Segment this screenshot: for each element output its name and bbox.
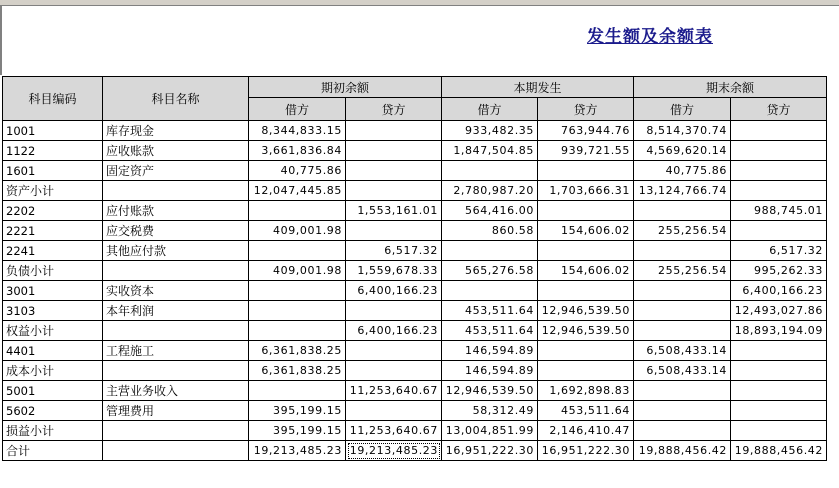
period-debit-cell[interactable] <box>442 281 538 301</box>
opening-credit-cell[interactable] <box>346 361 442 381</box>
closing-debit-cell[interactable] <box>634 241 731 261</box>
account-code-cell[interactable]: 2202 <box>3 201 103 221</box>
closing-debit-cell[interactable]: 13,124,766.74 <box>634 181 731 201</box>
subtotal-label[interactable]: 负债小计 <box>3 261 103 281</box>
period-credit-cell[interactable]: 453,511.64 <box>538 401 634 421</box>
table-row[interactable] <box>3 281 827 301</box>
closing-credit-cell[interactable] <box>731 161 827 181</box>
period-debit-cell[interactable]: 1,847,504.85 <box>442 141 538 161</box>
opening-debit-cell[interactable]: 395,199.15 <box>249 421 346 441</box>
opening-credit-cell[interactable]: 6,400,166.23 <box>346 321 442 341</box>
closing-debit-cell[interactable] <box>634 381 731 401</box>
header-period-activity[interactable]: 本期发生 <box>442 77 634 98</box>
account-code-cell[interactable]: 3001 <box>3 281 103 301</box>
table-row[interactable] <box>3 301 827 321</box>
account-name-cell[interactable] <box>103 321 249 341</box>
account-code-cell[interactable]: 5001 <box>3 381 103 401</box>
header-account-code[interactable]: 科目编码 <box>3 77 103 121</box>
opening-debit-cell[interactable] <box>249 381 346 401</box>
opening-debit-cell[interactable]: 12,047,445.85 <box>249 181 346 201</box>
account-name-cell[interactable]: 工程施工 <box>103 341 249 361</box>
closing-credit-cell[interactable]: 18,893,194.09 <box>731 321 827 341</box>
account-name-cell[interactable] <box>103 421 249 441</box>
table-row[interactable] <box>3 221 827 241</box>
account-name-cell[interactable]: 其他应付款 <box>103 241 249 261</box>
account-name-cell[interactable]: 本年利润 <box>103 301 249 321</box>
closing-credit-cell[interactable]: 6,517.32 <box>731 241 827 261</box>
opening-credit-cell[interactable]: 19,213,485.23 <box>346 441 442 461</box>
period-credit-cell[interactable]: 16,951,222.30 <box>538 441 634 461</box>
period-debit-cell[interactable]: 860.58 <box>442 221 538 241</box>
account-name-cell[interactable]: 实收资本 <box>103 281 249 301</box>
period-debit-cell[interactable]: 564,416.00 <box>442 201 538 221</box>
table-row[interactable] <box>3 361 827 381</box>
header-opening-balance[interactable]: 期初余额 <box>249 77 442 98</box>
opening-debit-cell[interactable] <box>249 321 346 341</box>
opening-debit-cell[interactable]: 8,344,833.15 <box>249 121 346 141</box>
header-account-name[interactable]: 科目名称 <box>103 77 249 121</box>
account-code-cell[interactable]: 1122 <box>3 141 103 161</box>
opening-debit-cell[interactable]: 409,001.98 <box>249 221 346 241</box>
account-code-cell[interactable]: 1601 <box>3 161 103 181</box>
closing-credit-cell[interactable] <box>731 361 827 381</box>
period-credit-cell[interactable]: 12,946,539.50 <box>538 301 634 321</box>
opening-credit-cell[interactable] <box>346 221 442 241</box>
closing-debit-cell[interactable]: 255,256.54 <box>634 261 731 281</box>
closing-debit-cell[interactable] <box>634 201 731 221</box>
account-code-cell[interactable]: 5602 <box>3 401 103 421</box>
subtotal-label[interactable]: 损益小计 <box>3 421 103 441</box>
table-row[interactable] <box>3 141 827 161</box>
account-name-cell[interactable] <box>103 261 249 281</box>
opening-credit-cell[interactable]: 6,400,166.23 <box>346 281 442 301</box>
header-closing-balance[interactable]: 期末余额 <box>634 77 827 98</box>
account-name-cell[interactable] <box>103 441 249 461</box>
table-row[interactable] <box>3 261 827 281</box>
closing-credit-cell[interactable] <box>731 121 827 141</box>
opening-credit-cell[interactable]: 1,559,678.33 <box>346 261 442 281</box>
subtotal-label[interactable]: 权益小计 <box>3 321 103 341</box>
period-credit-cell[interactable] <box>538 361 634 381</box>
closing-debit-cell[interactable]: 6,508,433.14 <box>634 341 731 361</box>
closing-credit-cell[interactable]: 12,493,027.86 <box>731 301 827 321</box>
table-row[interactable] <box>3 441 827 461</box>
opening-debit-cell[interactable]: 40,775.86 <box>249 161 346 181</box>
balance-table <box>2 76 827 461</box>
account-name-cell[interactable] <box>103 181 249 201</box>
closing-credit-cell[interactable] <box>731 381 827 401</box>
period-debit-cell[interactable]: 2,780,987.20 <box>442 181 538 201</box>
period-debit-cell[interactable]: 453,511.64 <box>442 301 538 321</box>
subtotal-label[interactable]: 成本小计 <box>3 361 103 381</box>
period-credit-cell[interactable] <box>538 241 634 261</box>
opening-credit-cell[interactable] <box>346 301 442 321</box>
period-debit-cell[interactable]: 565,276.58 <box>442 261 538 281</box>
period-credit-cell[interactable] <box>538 341 634 361</box>
account-name-cell[interactable] <box>103 361 249 381</box>
period-debit-cell[interactable]: 146,594.89 <box>442 361 538 381</box>
header-period-credit[interactable]: 贷方 <box>538 98 634 121</box>
table-row[interactable] <box>3 201 827 221</box>
closing-debit-cell[interactable] <box>634 401 731 421</box>
closing-credit-cell[interactable]: 988,745.01 <box>731 201 827 221</box>
account-code-cell[interactable]: 3103 <box>3 301 103 321</box>
header-opening-credit[interactable]: 贷方 <box>346 98 442 121</box>
period-debit-cell[interactable]: 12,946,539.50 <box>442 381 538 401</box>
period-debit-cell[interactable]: 16,951,222.30 <box>442 441 538 461</box>
period-debit-cell[interactable]: 453,511.64 <box>442 321 538 341</box>
period-credit-cell[interactable] <box>538 281 634 301</box>
opening-credit-cell[interactable] <box>346 121 442 141</box>
period-credit-cell[interactable]: 1,692,898.83 <box>538 381 634 401</box>
period-credit-cell[interactable] <box>538 201 634 221</box>
closing-credit-cell[interactable]: 19,888,456.42 <box>731 441 827 461</box>
opening-debit-cell[interactable] <box>249 241 346 261</box>
opening-debit-cell[interactable] <box>249 201 346 221</box>
account-name-cell[interactable]: 固定资产 <box>103 161 249 181</box>
opening-credit-cell[interactable] <box>346 161 442 181</box>
opening-debit-cell[interactable]: 395,199.15 <box>249 401 346 421</box>
opening-credit-cell[interactable] <box>346 341 442 361</box>
period-debit-cell[interactable] <box>442 161 538 181</box>
closing-debit-cell[interactable] <box>634 421 731 441</box>
period-credit-cell[interactable]: 939,721.55 <box>538 141 634 161</box>
opening-credit-cell[interactable]: 1,553,161.01 <box>346 201 442 221</box>
opening-debit-cell[interactable] <box>249 281 346 301</box>
period-debit-cell[interactable] <box>442 241 538 261</box>
opening-credit-cell[interactable] <box>346 181 442 201</box>
period-debit-cell[interactable]: 933,482.35 <box>442 121 538 141</box>
account-code-cell[interactable]: 2221 <box>3 221 103 241</box>
account-name-cell[interactable]: 主营业务收入 <box>103 381 249 401</box>
period-credit-cell[interactable]: 2,146,410.47 <box>538 421 634 441</box>
closing-credit-cell[interactable] <box>731 421 827 441</box>
closing-debit-cell[interactable]: 8,514,370.74 <box>634 121 731 141</box>
account-code-cell[interactable]: 2241 <box>3 241 103 261</box>
account-code-cell[interactable]: 4401 <box>3 341 103 361</box>
period-debit-cell[interactable]: 13,004,851.99 <box>442 421 538 441</box>
window-edge <box>0 5 2 75</box>
closing-credit-cell[interactable]: 6,400,166.23 <box>731 281 827 301</box>
period-debit-cell[interactable]: 146,594.89 <box>442 341 538 361</box>
account-name-cell[interactable]: 应交税费 <box>103 221 249 241</box>
closing-debit-cell[interactable]: 6,508,433.14 <box>634 361 731 381</box>
table-row[interactable] <box>3 161 827 181</box>
closing-credit-cell[interactable] <box>731 181 827 201</box>
closing-credit-cell[interactable]: 995,262.33 <box>731 261 827 281</box>
period-credit-cell[interactable]: 154,606.02 <box>538 261 634 281</box>
period-credit-cell[interactable]: 154,606.02 <box>538 221 634 241</box>
account-name-cell[interactable]: 应收账款 <box>103 141 249 161</box>
toolbar-strip[interactable] <box>0 0 839 6</box>
closing-credit-cell[interactable] <box>731 341 827 361</box>
table-row[interactable] <box>3 321 827 341</box>
closing-debit-cell[interactable] <box>634 301 731 321</box>
opening-credit-cell[interactable]: 11,253,640.67 <box>346 381 442 401</box>
account-name-cell[interactable]: 库存现金 <box>103 121 249 141</box>
account-name-cell[interactable]: 管理费用 <box>103 401 249 421</box>
period-credit-cell[interactable]: 1,703,666.31 <box>538 181 634 201</box>
header-period-debit[interactable]: 借方 <box>442 98 538 121</box>
report-title: 发生额及余额表 <box>587 27 713 47</box>
closing-credit-cell[interactable] <box>731 221 827 241</box>
header-closing-debit[interactable]: 借方 <box>634 98 731 121</box>
header-closing-credit[interactable]: 贷方 <box>731 98 827 121</box>
opening-credit-cell[interactable]: 6,517.32 <box>346 241 442 261</box>
opening-debit-cell[interactable]: 409,001.98 <box>249 261 346 281</box>
opening-debit-cell[interactable]: 6,361,838.25 <box>249 361 346 381</box>
opening-debit-cell[interactable]: 3,661,836.84 <box>249 141 346 161</box>
header-opening-debit[interactable]: 借方 <box>249 98 346 121</box>
table-row[interactable] <box>3 341 827 361</box>
subtotal-label[interactable]: 资产小计 <box>3 181 103 201</box>
closing-debit-cell[interactable]: 4,569,620.14 <box>634 141 731 161</box>
opening-debit-cell[interactable]: 6,361,838.25 <box>249 341 346 361</box>
closing-debit-cell[interactable]: 40,775.86 <box>634 161 731 181</box>
table-row[interactable] <box>3 241 827 261</box>
opening-debit-cell[interactable]: 19,213,485.23 <box>249 441 346 461</box>
table-row[interactable] <box>3 421 827 441</box>
closing-debit-cell[interactable]: 255,256.54 <box>634 221 731 241</box>
opening-credit-cell[interactable] <box>346 401 442 421</box>
period-debit-cell[interactable]: 58,312.49 <box>442 401 538 421</box>
period-credit-cell[interactable] <box>538 161 634 181</box>
table-row[interactable] <box>3 181 827 201</box>
period-credit-cell[interactable]: 12,946,539.50 <box>538 321 634 341</box>
table-row[interactable] <box>3 121 827 141</box>
closing-credit-cell[interactable] <box>731 401 827 421</box>
opening-credit-cell[interactable]: 11,253,640.67 <box>346 421 442 441</box>
closing-debit-cell[interactable] <box>634 321 731 341</box>
closing-debit-cell[interactable]: 19,888,456.42 <box>634 441 731 461</box>
table-row[interactable] <box>3 401 827 421</box>
table-row[interactable] <box>3 381 827 401</box>
closing-credit-cell[interactable] <box>731 141 827 161</box>
opening-credit-cell[interactable] <box>346 141 442 161</box>
account-code-cell[interactable]: 1001 <box>3 121 103 141</box>
opening-debit-cell[interactable] <box>249 301 346 321</box>
closing-debit-cell[interactable] <box>634 281 731 301</box>
account-name-cell[interactable]: 应付账款 <box>103 201 249 221</box>
subtotal-label[interactable]: 合计 <box>3 441 103 461</box>
period-credit-cell[interactable]: 763,944.76 <box>538 121 634 141</box>
